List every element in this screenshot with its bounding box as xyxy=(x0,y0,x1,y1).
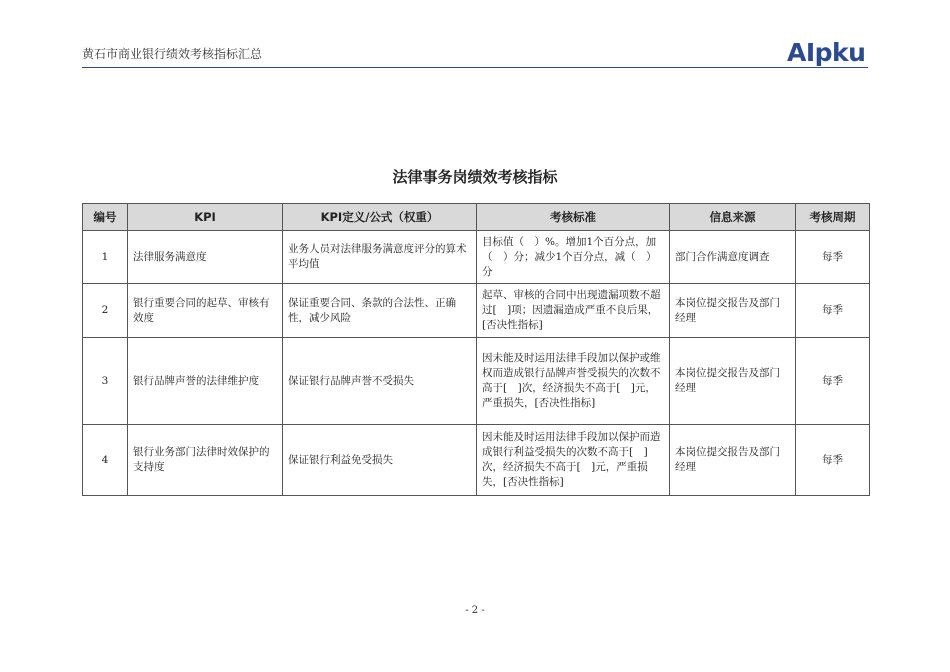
cell-number: 1 xyxy=(83,231,128,284)
cell-definition: 保证银行利益免受损失 xyxy=(283,425,477,496)
cell-source: 本岗位提交报告及部门经理 xyxy=(670,284,796,338)
table-row xyxy=(83,338,870,425)
column-header-number: 编号 xyxy=(83,204,128,231)
cell-cycle: 每季 xyxy=(796,284,870,338)
document-title: 法律事务岗绩效考核指标 xyxy=(392,168,558,186)
column-header-kpi: KPI xyxy=(128,204,283,231)
header-title: 黄石市商业银行绩效考核指标汇总 xyxy=(82,47,263,61)
page-number: - 2 - xyxy=(465,605,485,616)
cell-kpi: 银行业务部门法律时效保护的支持度 xyxy=(128,425,283,496)
cell-standard: 因未能及时运用法律手段加以保护而造成银行利益受损失的次数不高于[ ]次，经济损失不高于[ ]元，严重损失，[否决性指标] xyxy=(477,425,670,496)
kpi-table xyxy=(82,203,870,496)
cell-source: 本岗位提交报告及部门经理 xyxy=(670,338,796,425)
cell-cycle: 每季 xyxy=(796,338,870,425)
table-row xyxy=(83,231,870,284)
cell-definition: 业务人员对法律服务满意度评分的算术平均值 xyxy=(283,231,477,284)
cell-cycle: 每季 xyxy=(796,231,870,284)
column-header-source: 信息来源 xyxy=(670,204,796,231)
cell-number: 3 xyxy=(83,338,128,425)
cell-standard: 因未能及时运用法律手段加以保护或维权而造成银行品牌声誉受损失的次数不高于[ ]次，经济损失不高于[ ]元，严重损失，[否决性指标] xyxy=(477,338,670,425)
column-header-cycle: 考核周期 xyxy=(796,204,870,231)
cell-kpi: 银行重要合同的起草、审核有效度 xyxy=(128,284,283,338)
cell-source: 本岗位提交报告及部门经理 xyxy=(670,425,796,496)
header-divider xyxy=(82,67,868,68)
brand-logo: AIpku xyxy=(787,38,866,67)
cell-kpi: 法律服务满意度 xyxy=(128,231,283,284)
cell-source: 部门合作满意度调查 xyxy=(670,231,796,284)
cell-definition: 保证重要合同、条款的合法性、正确性，减少风险 xyxy=(283,284,477,338)
cell-cycle: 每季 xyxy=(796,425,870,496)
cell-standard: 起草、审核的合同中出现遗漏项数不超过[ ]项；因遗漏造成严重不良后果，[否决性指标] xyxy=(477,284,670,338)
cell-number: 4 xyxy=(83,425,128,496)
table-row xyxy=(83,284,870,338)
cell-definition: 保证银行品牌声誉不受损失 xyxy=(283,338,477,425)
cell-number: 2 xyxy=(83,284,128,338)
cell-kpi: 银行品牌声誉的法律维护度 xyxy=(128,338,283,425)
column-header-definition: KPI定义/公式（权重） xyxy=(283,204,477,231)
table-header-row xyxy=(83,204,870,231)
table-row xyxy=(83,425,870,496)
cell-standard: 目标值（ ）%。增加1个百分点，加（ ）分；减少1个百分点，减（ ）分 xyxy=(477,231,670,284)
column-header-standard: 考核标准 xyxy=(477,204,670,231)
